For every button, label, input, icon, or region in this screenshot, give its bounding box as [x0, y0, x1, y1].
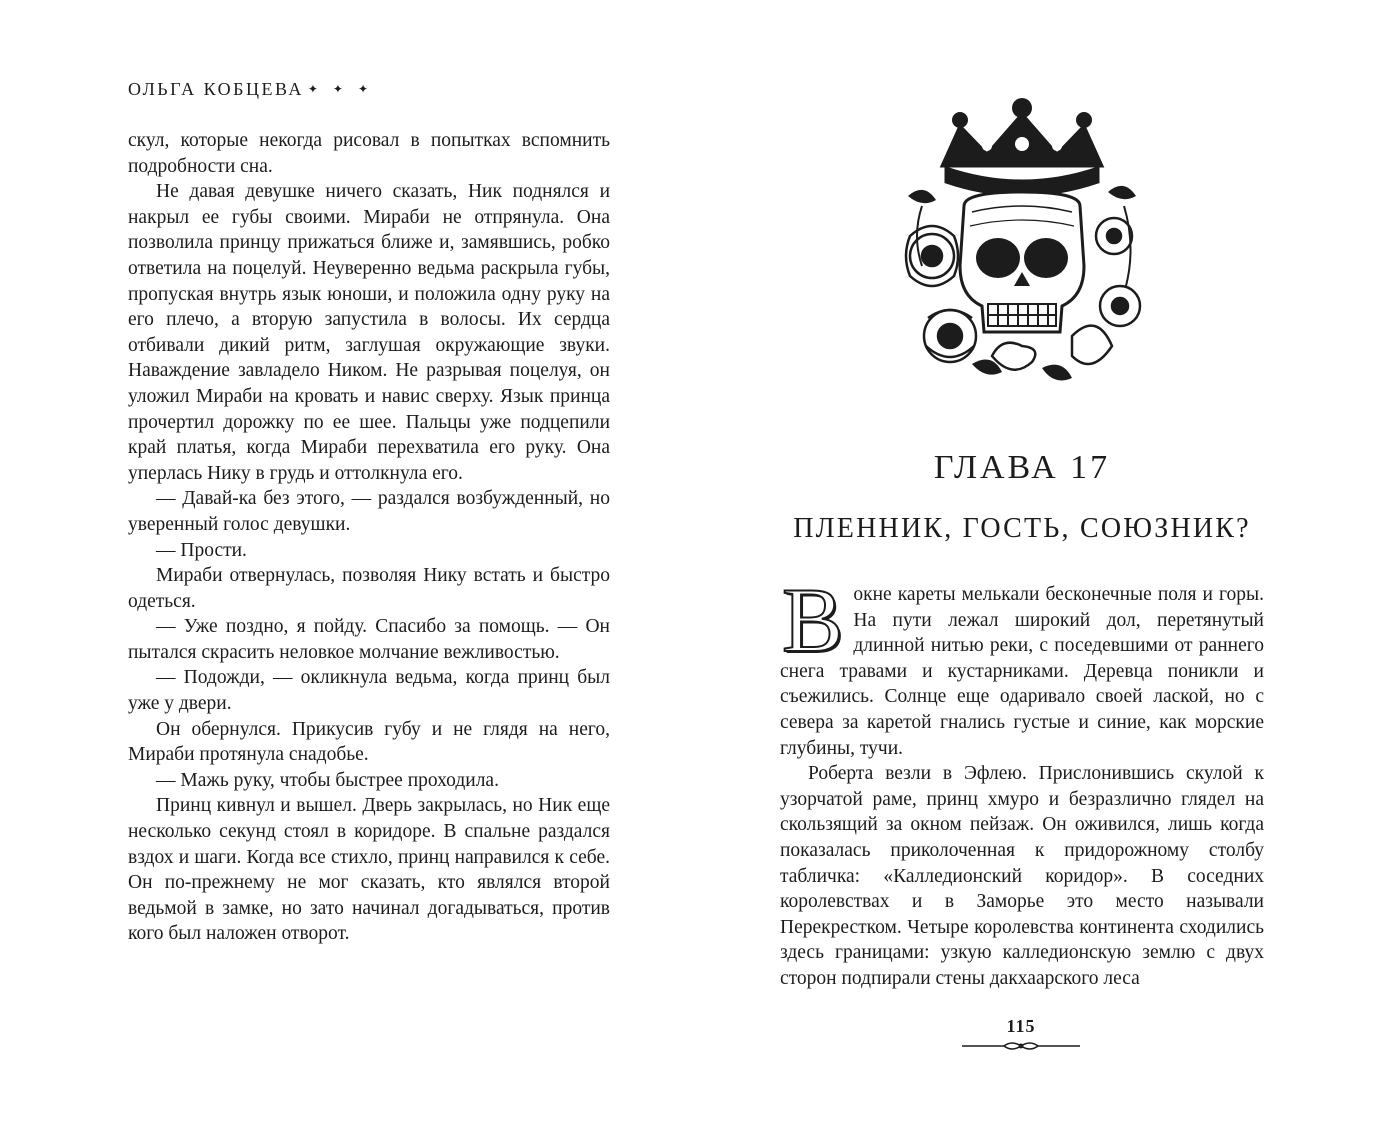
page-folio — [960, 1015, 1082, 1053]
left-page-text — [128, 128, 610, 947]
author-name: ОЛЬГА КОБЦЕВА — [128, 79, 304, 99]
right-page-text — [780, 569, 1264, 992]
left-page — [128, 72, 610, 947]
left-paragraph: скул, которые некогда рисовал в попытках вспомнить подробности сна. — [128, 130, 610, 177]
right-paragraph: Роберта везли в Эфлею. Прислонившись скулой к узорчатой раме, принц хмуро и безразлично глядел на скользящий за окном пейзаж. Он оживился, лишь когда показалась приколоченная к придорожному столбу табличка: «Калледионский коридор». В соседних королевствах и в Заморье это место называли Перекрестком. Четыре королевства континента сходились здесь границами: узкую калледионскую землю с двух сторон подпирали стены дакхаарского леса — [780, 763, 1264, 989]
running-header — [128, 72, 610, 106]
crowned-skull-icon — [902, 96, 1142, 396]
chapter-title: ПЛЕННИК, ГОСТЬ, СОЮЗНИК? — [793, 513, 1251, 544]
left-paragraph: Мираби отвернулась, позволяя Нику встать и быстро одеться. — [128, 565, 610, 612]
opening-paragraph-text: окне кареты мелькали бесконечные поля и горы. На пути лежал широкий дол, перетянутый длинной нитью реки, с поседевшими от раннего снега травами и кустарниками. Деревца поникли и съежились. Солнце еще одаривало своей лаской, но с севера за каретой гнались густые и синие, как морские глубины, тучи. — [780, 584, 1264, 759]
left-paragraph: Принц кивнул и вышел. Дверь закрылась, но Ник еще несколько секунд стоял в коридоре. В спальне раздался вздох и шаги. Когда все стихло, принц направился к себе. Он по-прежнему не мог сказать, кто являлся второй ведьмой в замке, но зато начинал догадываться, против кого был наложен отворот. — [128, 795, 610, 945]
left-paragraph: — Подожди, — окликнула ведьма, когда принц был уже у двери. — [128, 667, 610, 715]
chapter-opening-paragraph — [780, 569, 1264, 761]
left-paragraph: — Давай-ка без этого, — раздался возбужденный, но уверенный голос девушки. — [128, 488, 610, 535]
left-paragraph: Не давая девушке ничего сказать, Ник поднялся и накрыл ее губы своими. Мираби не отпрянула. Она позволила принцу прижаться ближе и, замявшись, робко ответила на поцелуй. Неуверенно ведьма раскрыла губы, пропуская внутрь язык юноши, и положила одну руку на его плечо, а вторую запустила в волосы. Их сердца отбивали дикий ритм, заглушая окружающие звуки. Наваждение завладело Ником. Не разрывая поцелуя, он уложил Мираби на кровать и навис сверху. Язык принца прочертил дорожку по ее шее. Пальцы уже подцепили край платья, когда Мираби перехватила его руку. Она уперлась Нику в грудь и оттолкнула его. — [128, 181, 610, 484]
left-paragraph: — Уже поздно, я пойду. Спасибо за помощь. — Он пытался скрасить неловкое молчание вежливостью. — [128, 616, 610, 663]
page-number: 115 — [1006, 1016, 1036, 1036]
right-page-paragraphs — [780, 761, 1264, 991]
right-page — [780, 96, 1264, 992]
left-paragraph: — Мажь руку, чтобы быстрее проходила. — [156, 769, 499, 791]
left-paragraph: Он обернулся. Прикусив губу и не глядя на него, Мираби протянула снадобье. — [128, 718, 610, 766]
drop-cap: В — [782, 569, 844, 671]
header-dots-ornament: ✦ ✦ ✦ — [307, 82, 375, 96]
chapter-number: ГЛАВА 17 — [933, 449, 1111, 486]
flourish-rule-icon — [960, 1039, 1082, 1053]
left-paragraph: — Прости. — [156, 539, 247, 561]
